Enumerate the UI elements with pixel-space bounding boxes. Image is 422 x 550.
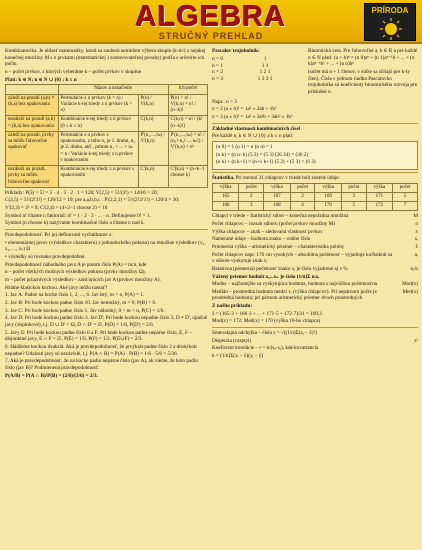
- probability-line: • elementárnej javov (výsledkov charakteru) z jednoduchého pokusu) na množine výsledkov (x₁, x₂, ..., xₙ) Ω: [5, 239, 206, 253]
- komb-property: (n 0) = 1 (n 1) = n (n n) = 1: [216, 143, 273, 150]
- table-cell: P'(n₁,...,nₖ) = n! / (n₁!·n₂!·...·nₖ!) / V'(k,n) = nᵏ: [168, 131, 207, 165]
- stats-item-symbol: x: [415, 228, 418, 235]
- stats-item-text: Medián – prostredná hodnota medzi xᵢ (výška chlapcov). Pri nepárnom počte je prostredná hodnota; pri párnom aritmetický priemer dvoch prostredných: [212, 288, 377, 302]
- pascal-n: n = 1: [212, 62, 224, 69]
- stats-item: Koeficient korelácie – r = k/(sₓ·sᵧ), kde kovariancia: [212, 345, 319, 352]
- table-cell: C(k,n): [138, 116, 168, 132]
- stats-item-text: Priemerná výška – aritmetický priemer – charakteristika polohy: [212, 243, 345, 250]
- stats-item: k = (1/n)Σ(xᵢ − x̄)(yᵢ − ȳ): [212, 353, 264, 360]
- komb-properties-sub: Pre každé n, k ∈ N ∪ {0} a k ≤ n platí:: [212, 133, 294, 140]
- stats-item: x̄ = (165·2 + 166·3 + ... + 171·5 + 172·7)/31 = 169,3: [212, 310, 322, 317]
- table-cell: 168: [264, 202, 290, 211]
- stats-item-text: Chlapci v triede – štatistický súbor – konečná neprázdna množina: [212, 213, 349, 220]
- stats-item: [212, 229, 418, 236]
- combinatorics-examples: [5, 190, 208, 227]
- stats-item-symbol: nᵢ/n: [410, 265, 418, 272]
- table-row: [213, 192, 418, 201]
- table-cell: 165: [213, 192, 239, 201]
- table-header-cell: počet: [290, 183, 315, 192]
- stats-title: Štatistika.: [212, 174, 235, 181]
- binomial-line: (súčet má n + 1 členov, v súčte sa sčítajú pre k-ty člen). Čísla v jednom riadku Pascalovho trojuholníka sú koeficienty binomického rozvoja pre príslušné n.: [308, 68, 418, 95]
- stats-item-text: Namerané údaje – hodnota znaku – reálne číslo: [212, 236, 311, 243]
- table-cell: Kombinácie k-tej triedy z n prvkov s opakovaním: [58, 166, 138, 188]
- table-cell: Permutácie z n prvkov (k = n) / Variácie k-tej triedy z n prvkov (k < n): [58, 94, 138, 116]
- pascal-binomial-row: [212, 48, 418, 97]
- header-banner: [0, 0, 422, 44]
- probability-line: 6. Hádžeme kockou dvakrát. Aká je pravdepodobnosť, že prvýkrát padne číslo 3 a druhýkrát nepadne? Udalosti javy sú nezávislé, t.j. P(A ∩ B) = P(A) · P(B) = 1/6 · 5/6 = 5/36.: [5, 343, 197, 357]
- stats-item: Smerodajná odchýlka – číslo s = √((1/n)Σ(xᵢ − x̄)²): [212, 330, 317, 337]
- page-subtitle: STRUČNÝ PREHĽAD: [158, 31, 264, 41]
- stats-item-symbol: xᵢ: [414, 236, 418, 243]
- table-row: [6, 94, 208, 116]
- probability-line: Pravdepodobnosť. Pri jej definovaní vychádzame z:: [5, 232, 113, 239]
- divider: [5, 229, 208, 230]
- stats-item: [212, 281, 418, 288]
- stats-table: [212, 183, 418, 212]
- table-cell: 170: [315, 202, 341, 211]
- binomial-expansion: n = 3 (a ± b)³ = 1a³ ± 3a²b + 3ab² ± 1b³: [212, 113, 293, 120]
- table-row: [213, 202, 418, 211]
- pascal-row: [212, 56, 304, 63]
- table-cell: 4: [290, 202, 315, 211]
- pascal-block: [212, 48, 304, 97]
- combinatorics-notation: n – počet prvkov, z ktorých vyberáme k – počet prvkov v skupine: [5, 68, 142, 75]
- stats-item-symbol: Mod(x): [402, 281, 418, 288]
- table-cell: 166: [213, 202, 239, 211]
- right-column: [212, 48, 418, 546]
- stats-item: Z našho príkladu:: [212, 303, 253, 310]
- table-header-row: [213, 183, 418, 192]
- table-cell: 2: [239, 192, 264, 201]
- example-line: Symbol (n choose k) nazývame kombinačné číslo a čítame n nad k.: [5, 220, 145, 227]
- table-cell: P(n) = n! / V(k,n) = n! / (n−k)!: [168, 94, 207, 116]
- stats-item-text: Relatívna (pomerná) početnosť znaku xᵢ je číslo vyjadrené aj v %: [212, 265, 348, 272]
- table-cell: nezáleží na poradí, prvky sa môžu ľubovoľne opakovať: [6, 166, 59, 188]
- table-header-cell: výška: [213, 183, 239, 192]
- table-cell: nezáleží na poradí (a,b) = (b,a) bez opakovania: [6, 116, 59, 132]
- probability-line: 3. Jav C: Pri hode kockou padne číslo 1. Jav náhodný, 0 < m < n, P(C) = 1/6.: [5, 307, 165, 314]
- table-cell: P'(n₁,...,nₖ) / V'(k,n): [138, 131, 168, 165]
- stats-item-symbol: n: [415, 220, 418, 227]
- table-cell: C'(k,n) = (n+k−1 choose k): [168, 166, 207, 188]
- pascal-values: 1 1: [261, 62, 269, 69]
- brand-name: PRÍRODA: [371, 6, 409, 15]
- probability-line: Hráme klasickou kockou. Aké javy môžu nastať?: [5, 284, 108, 291]
- table-header-cell: počet: [239, 183, 264, 192]
- pascal-row: [212, 69, 304, 76]
- table-header-cell: výška: [315, 183, 341, 192]
- komb-properties-box: [212, 141, 418, 170]
- table-cell: 3: [239, 202, 264, 211]
- pascal-n: n = 0: [212, 55, 224, 62]
- table-header-cell: počet: [393, 183, 418, 192]
- pascal-values: 1 3 3 1: [257, 76, 273, 83]
- table-cell: 172: [366, 202, 392, 211]
- pascal-values: 1 2 1: [259, 69, 271, 76]
- stats-item-symbol: Med(x): [402, 288, 418, 295]
- stats-item-symbol: s²: [414, 337, 418, 344]
- stats-item-symbol: x̄: [415, 243, 418, 250]
- probability-line: • výsledky sú rovnako pravdepodobné.: [5, 254, 86, 261]
- divider: [212, 123, 418, 124]
- pascal-row: [212, 63, 304, 70]
- probability-line: 5. Javy E: Pri hode kockou padne číslo 6 a F: Pri hode kockou padne nepárne číslo, E, F – disjunktné javy, E ∩ F = ∅, P(E) = 1/6, P(F) = 1/2, P(E∪F) = 2/3.: [5, 329, 192, 343]
- stats-item: Vážený priemer hodnôt x₁...xₖ je číslo (1/n)Σ nᵢxᵢ: [212, 273, 320, 280]
- pascal-triangle: [212, 56, 304, 84]
- stats-item: [212, 289, 418, 302]
- example-line: C(2,5) = 5!/(2!3!) = 120/12 = 10; pre a,a,b,b,c : P'(2,2,1) = 5!/(2!2!1!) = 120/4 = 30;: [5, 197, 180, 204]
- table-header-cell: Názov a označenie: [58, 85, 168, 94]
- pascal-n: n = 3: [212, 76, 224, 83]
- stats-intro: Pri meraní 31 chlapcov v triede boli zistené údaje:: [235, 174, 340, 181]
- binomial-line: Binomická veta. Pre ľubovoľné a, b ∈ R a pre každé n ∈ N platí: (a + b)ⁿ = (n 0)aⁿ + (n 1)aⁿ⁻¹b + ... + (n k)aⁿ⁻ᵏbᵏ + ... + (n n)bⁿ: [308, 48, 418, 68]
- probability-line: P(A/B) = P(A ∩ B)/P(B) = (2/6)/(3/6) = 2/3.: [5, 372, 98, 379]
- table-cell: 5: [341, 202, 366, 211]
- komb-property: (n k) + (n k+1) = (n+1 k+1) (5 2) + (5 3) = (6 3): [216, 159, 316, 166]
- table-cell: 171: [366, 192, 392, 201]
- pascal-title: Pascalov trojuholník:: [212, 48, 260, 54]
- stats-item: [212, 213, 418, 220]
- left-column: [5, 48, 208, 546]
- stats-item-text: Výška chlapcov – znak – sledovaná vlastnosť prvkov: [212, 228, 323, 235]
- brand-logo-icon: [378, 18, 404, 40]
- table-row: [6, 116, 208, 132]
- table-cell: 3: [341, 192, 366, 201]
- table-cell: C'(k,n): [138, 166, 168, 188]
- probability-line: 1. Jav A: Padne na kocke číslo 1, 2, ..., 6. Jav istý, m = n, P(A) = 1.: [5, 292, 145, 299]
- stats-item: [212, 266, 418, 273]
- combinatorics-table: [5, 84, 208, 188]
- stats-item-text: Počet chlapcov – rozsah súboru (počet prvkov množiny M): [212, 220, 336, 227]
- divider: [212, 172, 418, 173]
- table-cell: 2: [290, 192, 315, 201]
- binomial-example-label: Napr.: n = 3: [212, 98, 237, 105]
- table-cell: záleží na poradí (a,b) ≠ (b,a) bez opakovania: [6, 94, 59, 116]
- probability-line: Pravdepodobnosť náhodného javu A je potom číslo P(A) = m/n, kde: [5, 261, 147, 268]
- stats-item-symbol: M: [413, 213, 418, 220]
- komb-properties-title: Základné vlastnosti kombinačných čísel: [212, 125, 301, 132]
- combinatorics-condition: Platí: k ∈ N; n ∈ N ∪ {0} ; k ≤ n: [5, 76, 77, 83]
- table-cell: 7: [393, 202, 418, 211]
- table-cell: 169: [315, 192, 341, 201]
- pascal-n: n = 2: [212, 69, 224, 76]
- stats-item-text: Počet chlapcov napr. 170 cm vysokých – absolútna početnosť – vyjadruje koľkokrát sa v súbore vyskytuje znak xᵢ: [212, 251, 393, 265]
- komb-property: (n k) = (n n−k) (5 2) = (5 3) (36 34) = (36 2): [216, 151, 309, 158]
- probability-line: n – počet všetkých možných výsledkov pokusu (prvky množiny Ω),: [5, 269, 146, 276]
- brand-logo-box: [364, 3, 416, 41]
- stats-item: [212, 252, 418, 265]
- table-header-cell: výška: [264, 183, 290, 192]
- example-line: V'(2,3) = 3² = 9; C'(2,4) = (4+2−1 choose 2) = 10: [5, 205, 108, 212]
- divider: [212, 327, 418, 328]
- pascal-values: 1: [263, 55, 267, 62]
- table-header-cell: [6, 85, 59, 94]
- stats-item: Mod(x) = 172; Med(x) = 170 (výška 16-ho chlapca): [212, 318, 321, 325]
- table-header-row: [6, 85, 208, 94]
- table-cell: 5: [393, 192, 418, 201]
- binomial-block: [308, 48, 418, 97]
- example-line: Symbol n! čítame n faktoriál: n! = 1 · 2 · 3 · ... · n. Definujeme 0! = 1.: [5, 212, 151, 219]
- probability-line: 4. Jav D: Pri hode kockou padne číslo 3. Jav D': Pri hode kockou nepadne číslo 3, D ≠ D', opačné javy (doplnkové), t.j. D ∪ D' = Ω, D ∩ D' = ∅, P(D) = 1/6, P(D') = 5/6.: [5, 315, 208, 328]
- stats-item-text: Modus – najčastejšie sa vyskytujúca hodnota, hodnota s najväčšou početnosťou: [212, 281, 378, 288]
- table-cell: záleží na poradí, prvky sa môžu ľubovoľne opakovať: [6, 131, 59, 165]
- stats-item: [212, 236, 418, 243]
- stats-item: [212, 221, 418, 228]
- probability-section: [5, 232, 208, 379]
- table-row: [6, 131, 208, 165]
- page-title: ALGEBRA: [135, 1, 287, 33]
- table-row: [6, 166, 208, 188]
- stats-item: [212, 338, 418, 345]
- combinatorics-intro: Kombinatorika. Je oblasť matematiky, ktorá sa zaoberá nemidom výberu skupín (k-tíc) z nejakej konečnej množiny M s n prvkami (matematickej ) zostavovateľnej povahy) podľa s určením ich počtu.: [5, 48, 206, 68]
- binomial-expansion: n = 2 (a ± b)² = 1a² ± 2ab + 1b²: [212, 106, 277, 113]
- probability-line: 2. Jav B: Pri hode kockou padne číslo 10. Jav nemožný, m = 0, P(B) = 0.: [5, 299, 157, 306]
- pascal-row: [212, 76, 304, 83]
- probability-line: 7. Aká je pravdepodobnosť, že na kocke padlo nepárne číslo (jav A), ak vieme, že bolo padlo číslo (jav B)? Podmienená pravdepodobnosť:: [5, 358, 198, 371]
- stats-item-text: Disperzia (rozptyl): [212, 337, 252, 344]
- stats-item-symbol: nᵢ: [414, 251, 418, 258]
- stats-item: [212, 244, 418, 251]
- table-cell: Kombinácie k-tej triedy z n prvkov (0 ≤ k ≤ n): [58, 116, 138, 132]
- table-header-cell: Ich počet: [168, 85, 207, 94]
- table-header-cell: počet: [341, 183, 366, 192]
- example-line: Príklady: P(5) = 5! = 5 · 4 · 3 · 2 · 1 = 120; V(2,5) = 5!/(3!) = 120/6 = 20;: [5, 189, 159, 196]
- stats-definitions: [212, 213, 418, 359]
- table-header-cell: výška: [366, 183, 392, 192]
- table-cell: 167: [264, 192, 290, 201]
- probability-line: m – počet priaznivých výsledkov - zaisťujúcich jav A (prvkov množiny A).: [5, 277, 161, 283]
- table-cell: P(n) / V(k,n): [138, 94, 168, 116]
- table-cell: Permutácie s n prvkov s opakovaním, z toho n₁ je 1. druhu, n₂ je 2. druhu, atď., pritom n₁ + ... + nₖ = n / Variácie k-tej triedy z n prvkov s opakovaním: [58, 131, 138, 165]
- table-cell: C(k,n) = n! / (k!(n−k)!): [168, 116, 207, 132]
